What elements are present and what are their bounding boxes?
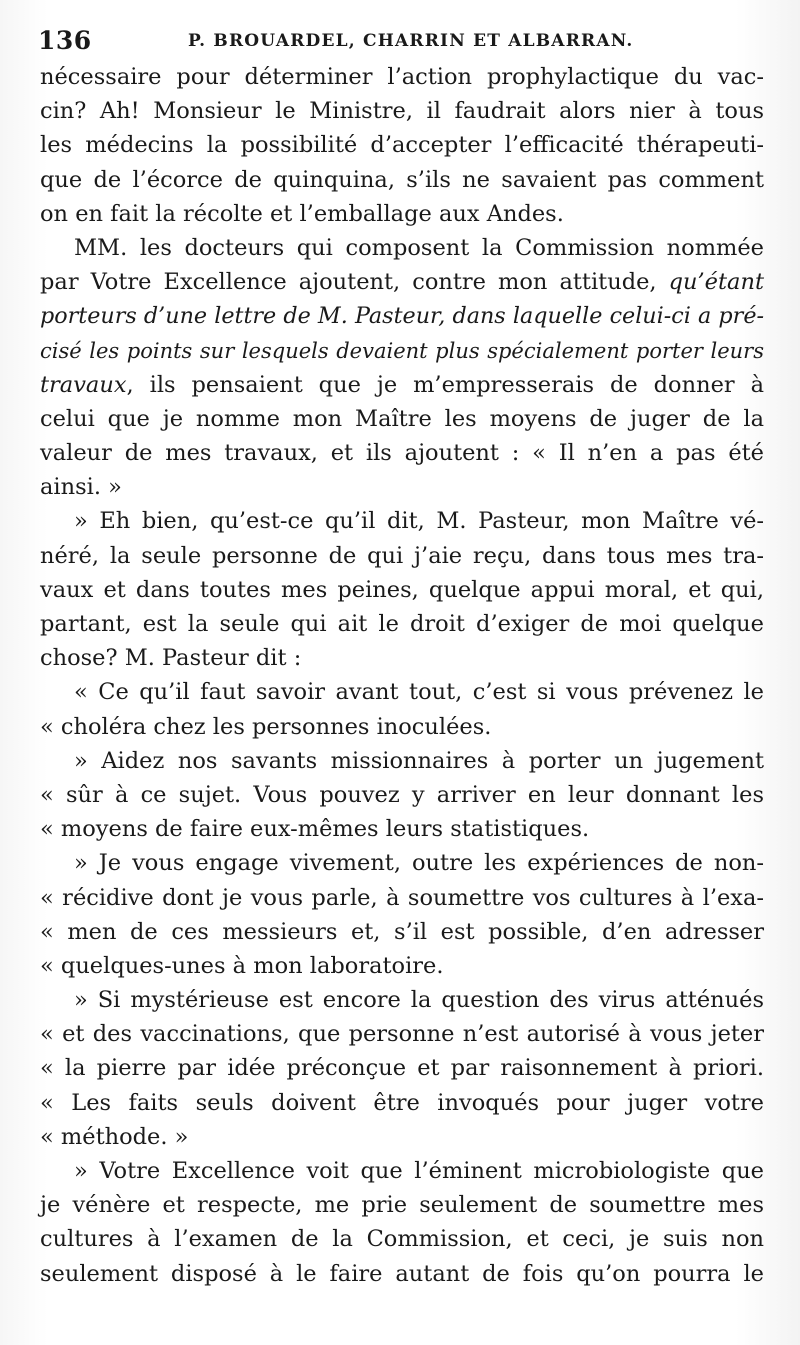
text-line: « quelques-unes à mon laboratoire. <box>40 952 444 979</box>
text-segment-italic: travaux <box>40 371 127 398</box>
running-head: P. BROUARDEL, CHARRIN ET ALBARRAN. <box>188 31 634 51</box>
text-line: « choléra chez les personnes inoculées. <box>40 713 492 740</box>
text-segment: par Votre Excellence ajoutent, contre mon attitude, <box>40 269 669 296</box>
text-line: » Votre Excellence voit que l’éminent microbiologiste que <box>74 1158 764 1184</box>
text-line <box>40 368 764 402</box>
text-line <box>40 265 764 299</box>
text-line: » Aidez nos savants missionnaires à porter un jugement <box>74 747 764 774</box>
text-line: cin? Ah! Monsieur le Ministre, il faudrait alors nier à tous <box>40 98 764 125</box>
text-line: on en fait la récolte et l’emballage aux Andes. <box>40 200 564 227</box>
text-line: » Je vous engage vivement, outre les expériences de non- <box>74 850 764 877</box>
text-line: seulement disposé à le faire autant de fois qu’on pourra le <box>40 1260 764 1287</box>
text-line: « Ce qu’il faut savoir avant tout, c’est si vous prévenez le <box>74 679 764 706</box>
text-line: nécessaire pour déterminer l’action prophylactique du vac- <box>40 64 764 90</box>
text-line: cultures à l’examen de la Commission, et ceci, je suis non <box>40 1226 764 1253</box>
text-line: celui que je nomme mon Maître les moyens de juger de la <box>40 405 764 432</box>
body-text <box>40 60 764 1291</box>
text-line: « moyens de faire eux-mêmes leurs statistiques. <box>40 816 590 843</box>
text-line: je vénère et respecte, me prie seulement de soumettre mes <box>40 1192 764 1219</box>
text-line-italic: porteurs d’une lettre de M. Pasteur, dans laquelle celui-ci a pré- <box>40 303 764 330</box>
text-line: « sûr à ce sujet. Vous pouvez y arriver en leur donnant les <box>40 781 764 808</box>
text-line: « et des vaccinations, que personne n’est autorisé à vous jeter <box>40 1021 764 1048</box>
text-line: « la pierre par idée préconçue et par raisonnement à priori. <box>40 1055 764 1082</box>
text-line: « récidive dont je vous parle, à soumettre vos cultures à l’exa- <box>40 884 764 911</box>
page-header <box>38 24 768 60</box>
text-line: » Si mystérieuse est encore la question des virus atténués <box>74 987 764 1014</box>
text-segment-italic: qu’étant <box>668 269 764 296</box>
text-line: partant, est la seule qui ait le droit d’exiger de moi quelque <box>40 611 764 637</box>
text-line: » Eh bien, qu’est-ce qu’il dit, M. Pasteur, mon Maître vé- <box>74 508 764 535</box>
text-line: « méthode. » <box>40 1123 189 1150</box>
text-line: « men de ces messieurs et, s’il est possible, d’en adresser <box>40 918 764 945</box>
text-line: vaux et dans toutes mes peines, quelque appui moral, et qui, <box>40 576 764 603</box>
text-line: valeur de mes travaux, et ils ajoutent : « Il n’en a pas été <box>40 440 764 467</box>
text-line: ainsi. » <box>40 474 122 501</box>
page-number: 136 <box>38 26 92 55</box>
text-segment: , ils pensaient que je m’empresserais de donner à <box>126 371 764 398</box>
text-line: que de l’écorce de quinquina, s’ils ne savaient pas comment <box>40 166 764 193</box>
text-line: « Les faits seuls doivent être invoqués pour juger votre <box>40 1089 764 1116</box>
text-line: néré, la seule personne de qui j’aie reçu, dans tous mes tra- <box>40 542 764 569</box>
text-line: les médecins la possibilité d’accepter l’efficacité thérapeuti- <box>40 132 764 159</box>
text-line-italic: cisé les points sur lesquels devaient plus spécialement porter leurs <box>40 338 764 363</box>
text-line: MM. les docteurs qui composent la Commission nommée <box>74 234 764 261</box>
text-line: chose? M. Pasteur dit : <box>40 645 302 672</box>
